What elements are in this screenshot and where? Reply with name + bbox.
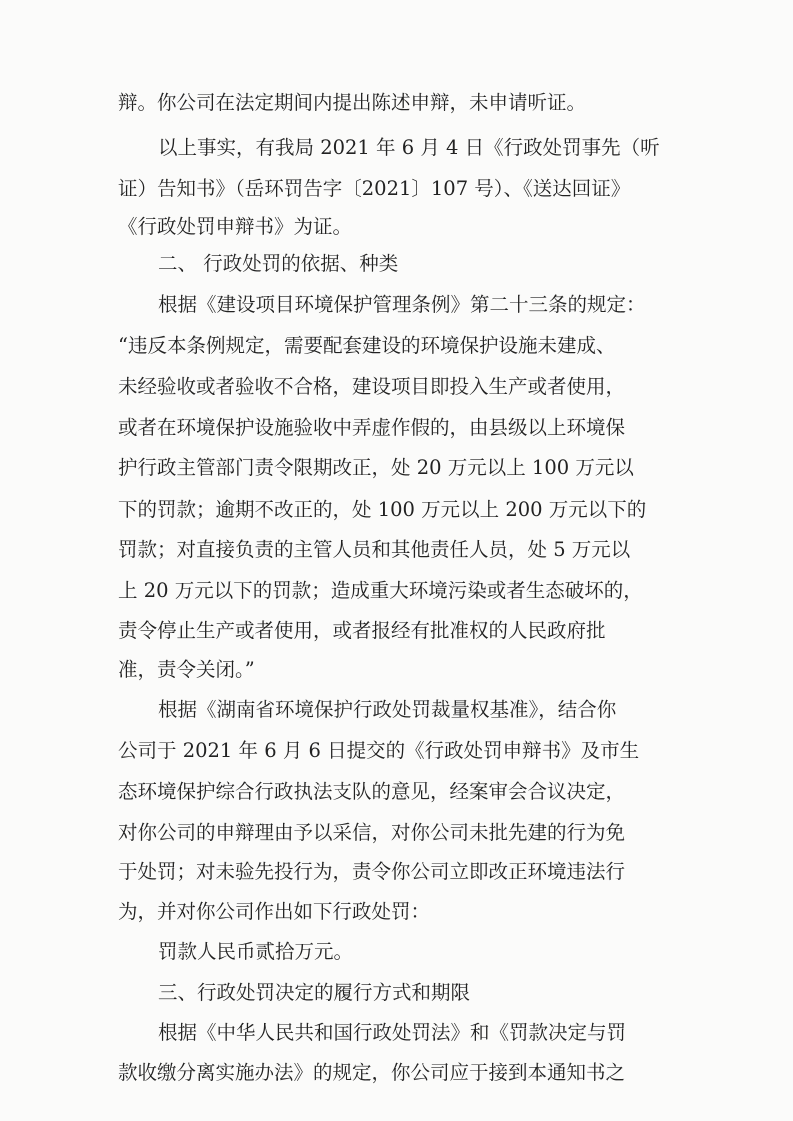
text-line: 公司于 2021 年 6 月 6 日提交的《行政处罚申辩书》及市生 — [118, 739, 640, 762]
text-line: 或者在环境保护设施验收中弄虚作假的，由县级以上环境保 — [118, 416, 626, 439]
text-line: “违反本条例规定，需要配套建设的环境保护设施未建成、 — [118, 334, 616, 357]
text-line: 未经验收或者验收不合格，建设项目即投入生产或者使用， — [118, 375, 626, 398]
text-line: 罚款人民币贰拾万元。 — [158, 940, 354, 963]
text-line: 为，并对你公司作出如下行政处罚： — [118, 900, 431, 923]
text-line: 款收缴分离实施办法》的规定，你公司应于接到本通知书之 — [118, 1061, 626, 1084]
text-line: 于处罚；对未验先投行为，责令你公司立即改正环境违法行 — [118, 860, 626, 883]
text-line: 罚款；对直接负责的主管人员和其他责任人员，处 5 万元以 — [118, 538, 631, 561]
text-line: 上 20 万元以下的罚款；造成重大环境污染或者生态破坏的， — [118, 579, 643, 602]
section-heading: 二、 行政处罚的依据、种类 — [158, 252, 399, 275]
text-line: 对你公司的申辩理由予以采信，对你公司未批先建的行为免 — [118, 821, 626, 844]
text-line: 根据《建设项目环境保护管理条例》第二十三条的规定： — [158, 293, 646, 316]
text-line: 辩。你公司在法定期间内提出陈述申辩，未申请听证。 — [118, 91, 587, 114]
text-line: 责令停止生产或者使用，或者报经有批准权的人民政府批 — [118, 619, 606, 642]
text-line: 根据《湖南省环境保护行政处罚裁量权基准》，结合你 — [158, 698, 617, 721]
text-line: 护行政主管部门责令限期改正，处 20 万元以上 100 万元以 — [118, 456, 634, 479]
text-line: 态环境保护综合行政执法支队的意见，经案审会合议决定， — [118, 780, 626, 803]
text-line: 下的罚款；逾期不改正的，处 100 万元以上 200 万元以下的 — [118, 498, 647, 521]
text-line: 准，责令关闭。” — [118, 658, 255, 681]
text-line: 证）告知书》（岳环罚告字〔2021〕107 号）、《送达回证》 — [118, 177, 631, 200]
text-line: 以上事实，有我局 2021 年 6 月 4 日《行政处罚事先（听 — [158, 136, 660, 159]
text-line: 《行政处罚申辩书》为证。 — [118, 215, 353, 238]
text-line: 根据《中华人民共和国行政处罚法》和《罚款决定与罚 — [158, 1021, 627, 1044]
section-heading: 三、行政处罚决定的履行方式和期限 — [158, 981, 471, 1004]
